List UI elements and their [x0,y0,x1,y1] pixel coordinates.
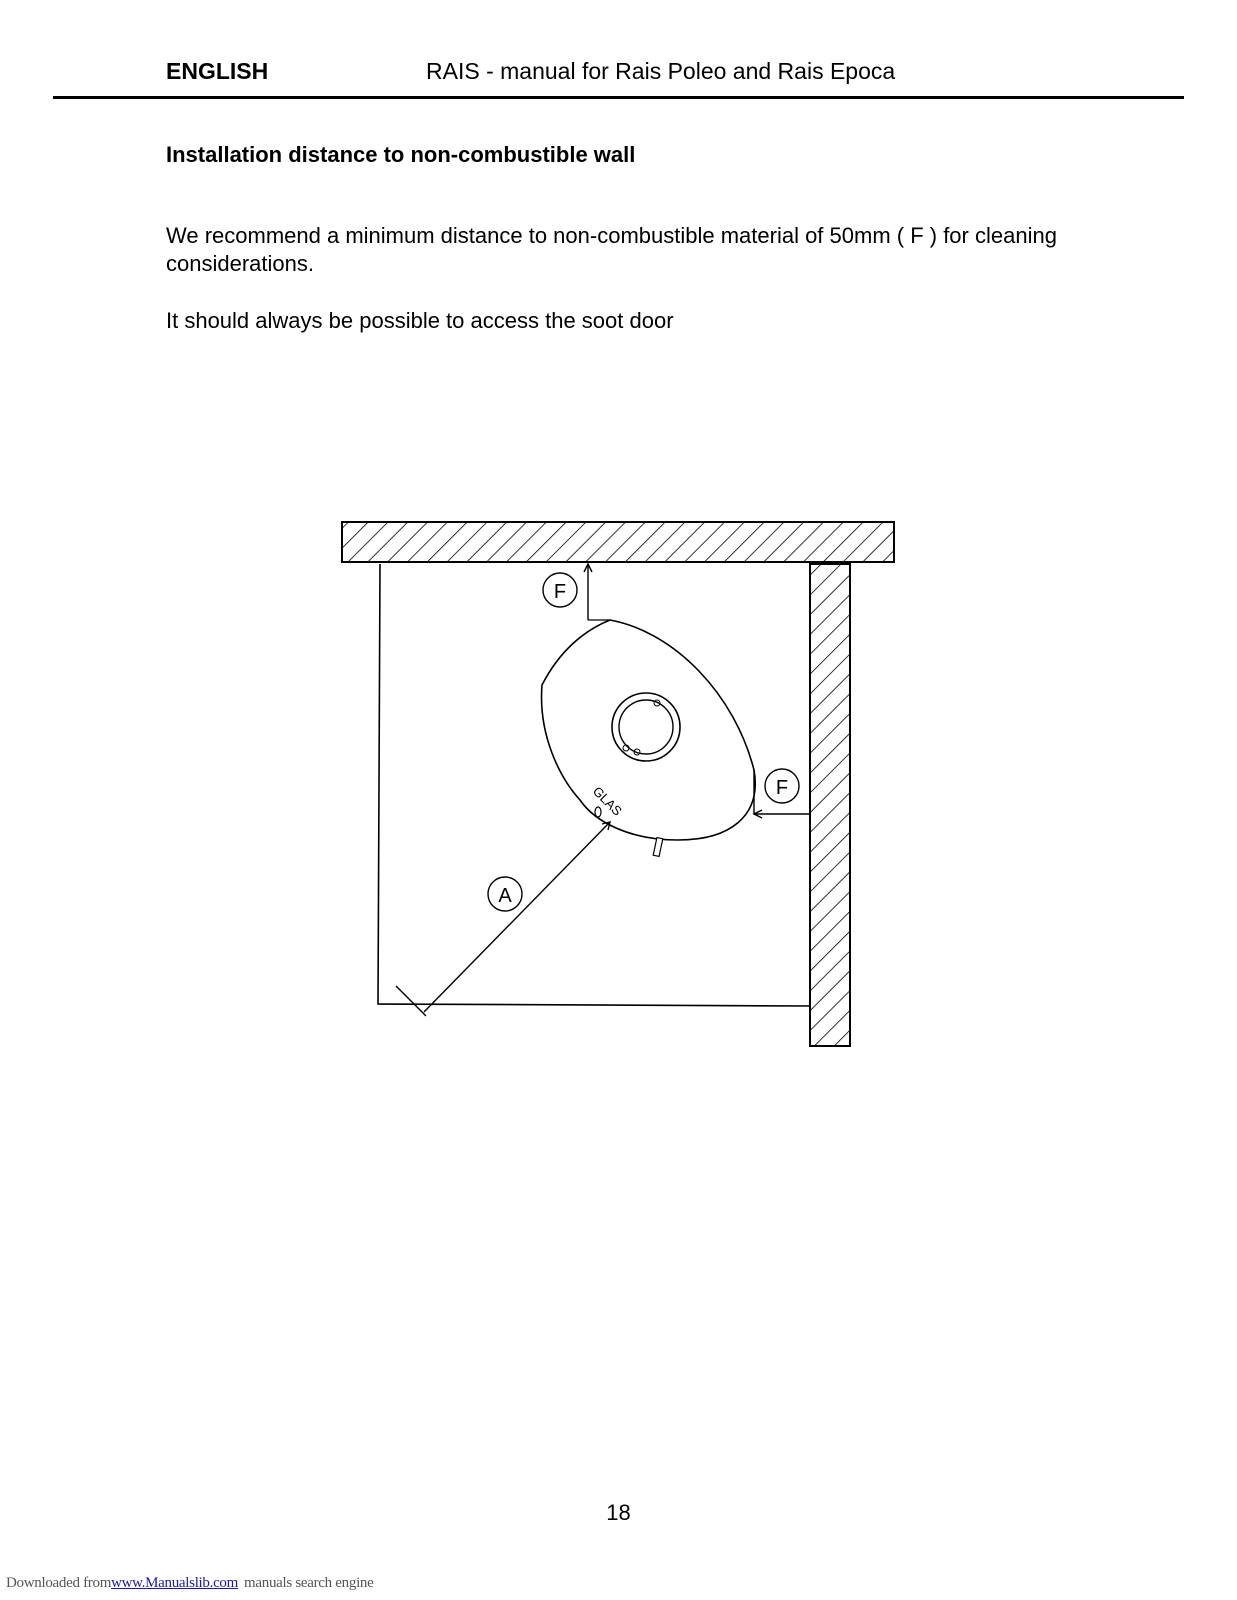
page-number: 18 [606,1500,631,1525]
footer-manualslib-link[interactable]: www.Manualslib.com [111,1575,239,1591]
label-f-right: F [775,777,789,799]
footer [6,1575,374,1592]
paragraph-soot-door: It should always be possible to access the soot door [166,308,674,333]
paragraph-recommendation: We recommend a minimum distance to non-combustible material of 50mm ( F ) for cleaning considerations. [166,223,1057,276]
header-title: RAIS - manual for Rais Poleo and Rais Epoca [426,58,896,84]
glass-label: GLAS [589,783,626,819]
right-wall [810,564,850,1046]
top-wall [342,522,894,562]
footer-suffix: manuals search engine [244,1575,374,1591]
flue-collar-inner [619,700,673,754]
section-heading: Installation distance to non-combustible wall [166,142,636,167]
header-language: ENGLISH [166,58,269,84]
label-a: A [498,885,512,907]
installation-diagram [330,520,910,1060]
stove-handle [653,838,663,857]
label-f-top: F [553,581,567,603]
header-divider [53,96,1184,99]
footer-prefix: Downloaded from [6,1575,112,1591]
